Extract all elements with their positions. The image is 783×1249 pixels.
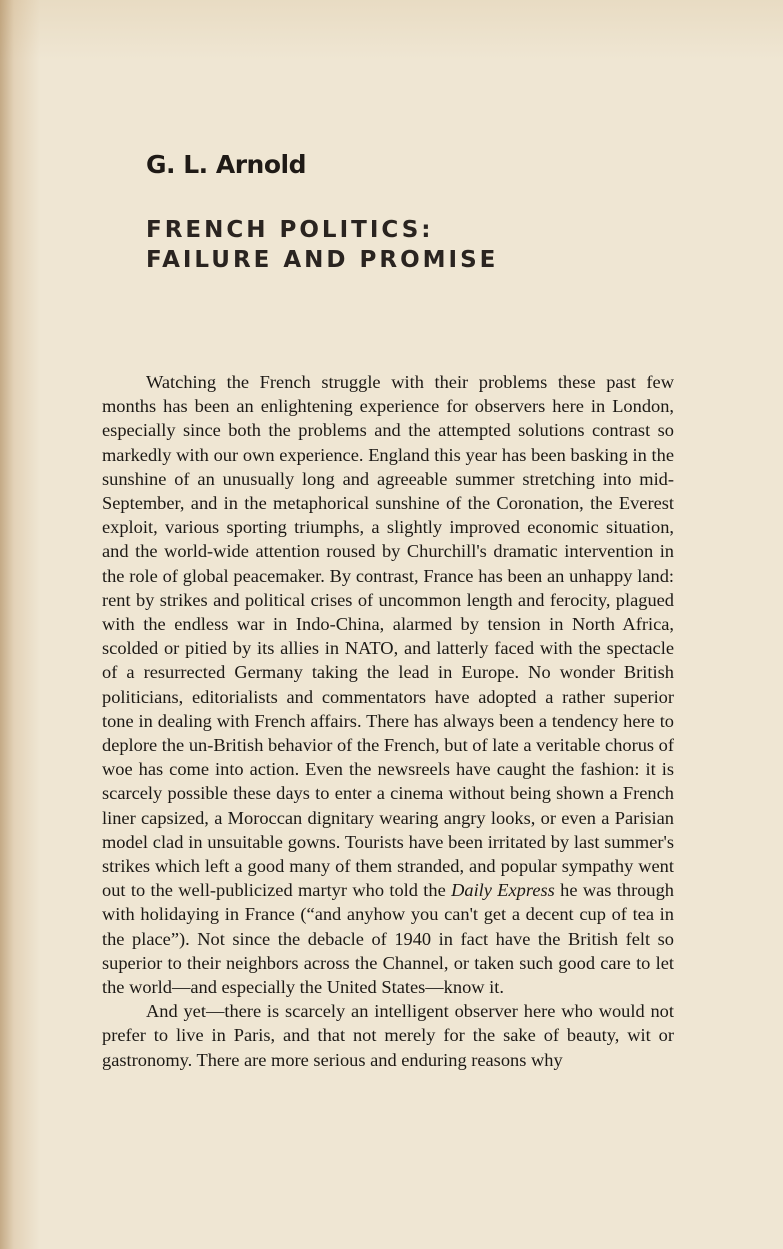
- paragraph-text: Watching the French struggle with their problems these past few months has been an enlightening experience for observers here in London, especially since both the problems and the attempted solutions contrast so markedly with our own experience. England this year has been basking in the sunshine of an unusually long and agreeable summer stretching into mid-September, and in the metaphorical sunshine of the Coronation, the Everest exploit, various sporting triumphs, a slightly improved economic situation, and the world-wide attention roused by Churchill's dramatic intervention in the role of global peacemaker. By contrast, France has been an unhappy land: rent by strikes and political crises of uncommon length and ferocity, plagued with the endless war in Indo-China, alarmed by tension in North Africa, scolded or pitied by its allies in NATO, and latterly faced with the spectacle of a resurrected Germany taking the lead in Europe. No wonder British politicians, editorialists and commentators have adopted a rather superior tone in dealing with French affairs. There has always been a tendency here to deplore the un-British behavior of the French, but of late a veritable chorus of woe has come into action. Even the newsreels have caught the fashion: it is scarcely possible these days to enter a cinema without being shown a French liner capsized, a Moroccan dignitary wearing angry looks, or even a Parisian model clad in unsuitable gowns. Tourists have been irritated by last summer's strikes which left a good many of them stranded, and popular sympathy went out to the well-publicized martyr who told the: [102, 372, 674, 901]
- article-body: [102, 370, 674, 1072]
- paragraph-text: he was through with holidaying in France (“and anyhow you can't get a decent cup of tea in the place”). Not since the debacle of 1940 in fact have the British felt so superior to their neighbors across the Channel, or taken such good care to let the world—and especially the United States—know it.: [102, 880, 674, 998]
- newspaper-title: Daily Express: [451, 880, 555, 901]
- article-title-line-1: FRENCH POLITICS:: [146, 217, 434, 243]
- article-title: [146, 215, 498, 275]
- paragraph: [102, 370, 674, 999]
- author-name: G. L. Arnold: [146, 150, 306, 179]
- article-title-line-2: FAILURE AND PROMISE: [146, 247, 499, 273]
- paragraph: And yet—there is scarcely an intelligent observer here who would not prefer to live in Paris, and that not merely for the sake of beauty, wit or gastronomy. There are more serious and enduring reasons why: [102, 1001, 674, 1070]
